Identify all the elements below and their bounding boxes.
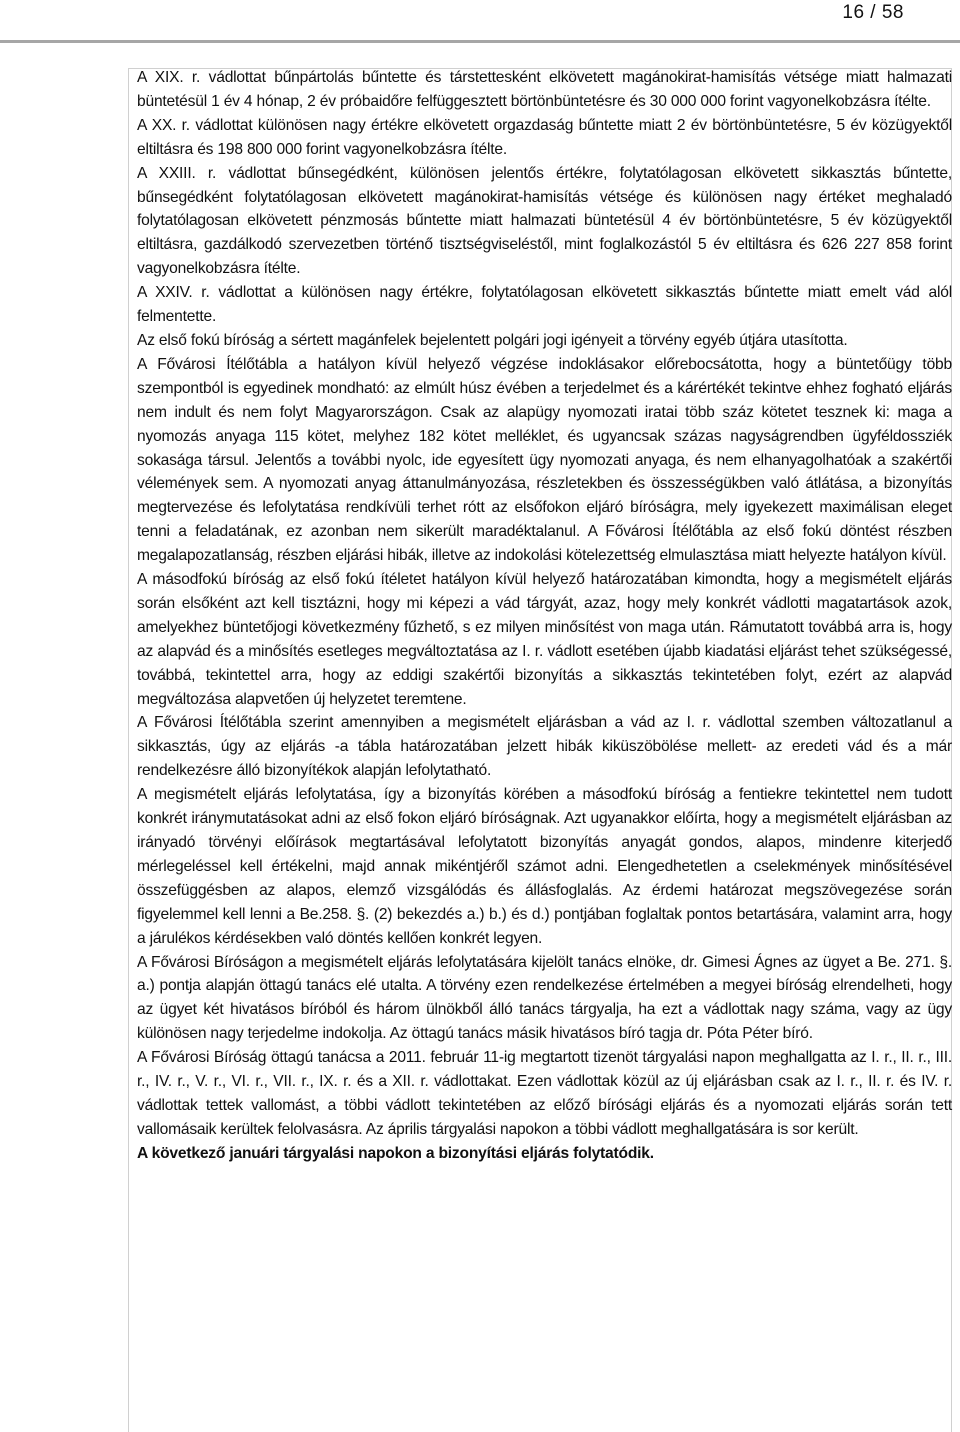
paragraph-xix-defendant: A XIX. r. vádlottat bűnpártolás bűntette és társtettesként elkövetett magánokirat-hamisítás vétsége miatt halmazati büntetésül 1 év 4 hónap, 2 év próbaidőre felfüggesztett börtönbüntetésre és 30 000 000 forint vagyonelkobzásra ítélte. <box>137 69 952 110</box>
paragraph-hearings: A Fővárosi Bíróság öttagú tanácsa a 2011. február 11-ig megtartott tizenöt tárgyalási napon meghallgatta az I. r., II. r., III. r., IV. r., V. r., VI. r., VII. r., IX. r. és a XII. r. vádlottakat. Ezen vádlottak közül az új eljárásban csak az I. r., II. r. és IV. r. vádlottak tettek vallomást, a többi vádlott tekintetében az előző bírósági eljárás és a nyomozati eljárás során tett vallomásaik kerültek felolvasásra. Az április tárgyalási napokon a többi vádlott meghallgatására is sor került. <box>137 1049 952 1138</box>
paragraph-xxiii-defendant: A XXIII. r. vádlottat bűnsegédként, különösen jelentős értékre, folytatólagosan elkövetett sikkasztás bűntette, bűnsegédként folytatólagosan elkövetett magánokirat-hamisítás vétsége és különösen nagy értéket meghaladó folytatólagosan elkövetett pénzmosás bűntette miatt halmazati büntetésül 4 év börtönbüntetésre, 5 év közügyektől eltiltásra, gazdálkodó szervezetben történő tisztségviseléstől, mint foglalkozástól 5 év eltiltásra és 626 227 858 forint vagyonelkobzásra ítélte. <box>137 164 952 278</box>
paragraph-repeated-procedure: A Fővárosi Ítélőtábla szerint amennyiben a megismételt eljárásban a vád az I. r. vádlottal szemben változatlanul a sikkasztás, úgy az eljárás -a tábla határozatában jelzett hibák kiküszöbölése mellett- az eredeti vád és a már rendelkezésre álló bizonyítékok alapján lefolytatható. <box>137 714 952 780</box>
paragraph-xxiv-defendant: A XXIV. r. vádlottat a különösen nagy értékre, folytatólagosan elkövetett sikkasztás bűntette miatt emelt vád alól felmentette. <box>137 284 952 326</box>
paragraph-appeal-court-reasoning: A Fővárosi Ítélőtábla a hatályon kívül helyező végzése indoklásakor előrebocsátotta, hogy a büntetőügy több szempontból is egyedinek mondható: az elmúlt húsz évében a terjedelmet és a kárértékét tekintve ehhez fogható eljárás nem indult és nem folyt Magyarországon. Csak az alapügy nyomozati iratai több száz kötetet tesznek ki: maga a nyomozás anyaga 115 kötet, melyhez 182 kötet melléklet, és ugyancsak százas nagyságrendben ügyféldossziék sokasága társul. Jelentős a további nyolc, ide egyesített ügy nyomozati anyaga, és nem elhanyagolhatóak a szakértői vélemények sem. A nyomozati anyag áttanulmányozása, részletekben és összességükben való átlátása, a bizonyítás megtervezése és lefolytatása rendkívüli terhet rótt az elsőfokon eljáró bíróságra, mely igyekezett maximálisan eleget tenni a feladatának, ez azonban nem sikerült maradéktalanul. A Fővárosi Ítélőtábla az első fokú döntést részben megalapozatlanság, részben eljárási hibák, illetve az indokolási kötelezettség elmulasztása miatt helyezte hatályon kívül. <box>137 355 952 565</box>
document-body <box>137 66 952 1166</box>
page-number: 16 / 58 <box>842 2 904 23</box>
header-rule <box>0 40 960 43</box>
paragraph-xx-defendant: A XX. r. vádlottat különösen nagy értékre elkövetett orgazdaság bűntette miatt 2 év börtönbüntetésre, 5 év közügyektől eltiltásra és 198 800 000 forint vagyonelkobzásra ítélte. <box>137 116 952 158</box>
paragraph-evidence-guidance: A megismételt eljárás lefolytatása, így a bizonyítás körében a másodfokú bíróság a fentiekre tekintettel nem tudott konkrét iránymutatásokat adni az első fokon eljáró bíróságnak. Azt ugyanakkor előírta, hogy a megismételt eljárásban az irányadó törvényi előírások megtartásával lefolytatott bizonyítás anyagát gondos, alapos, mindenre kiterjedő mérlegeléssel kell értékelni, majd annak mikéntjéről számot adni. Elengedhetetlen a cselekmények minősítésével összefüggésben az alapos, elemző vizsgálódás és állásfoglalás. Az érdemi határozat megszövegezése során figyelemmel kell lenni a Be.258. §. (2) bekezdés a.) b.) és d.) pontjában foglaltak pontos betartására, valamint arra, hogy a járulékos kérdésekben való döntés kellően konkrét legyen. <box>137 786 952 947</box>
paragraph-panel-assignment: A Fővárosi Bíróságon a megismételt eljárás lefolytatására kijelölt tanács elnöke, dr. Gimesi Ágnes az ügyet a Be. 271. §. a.) pontja alapján öttagú tanács elé utalta. A törvény ezen rendelkezése értelmében a megyei bíróság elrendelheti, hogy az ügyet két hivatásos bíróból és három ülnökből álló tanács tárgyalja, ha ezt a vádlottak nagy száma, vagy az ügy különösen nagy terjedelme indokolja. Az öttagú tanács másik hivatásos bíró tagja dr. Póta Péter bíró. <box>137 953 952 1043</box>
paragraph-civil-claims: Az első fokú bíróság a sértett magánfelek bejelentett polgári jogi igényeit a törvény egyéb útjára utasította. <box>137 331 848 349</box>
closing-statement: A következő januári tárgyalási napokon a bizonyítási eljárás folytatódik. <box>137 1144 654 1162</box>
paragraph-second-instance-ruling: A másodfokú bíróság az első fokú ítéletet hatályon kívül helyező határozatában kimondta, hogy a megismételt eljárás során elsőként azt kell tisztázni, hogy mi képezi a vád tárgyát, azaz, hogy mely konkrét vádlotti magatartások azok, amelyekhez büntetőjogi következmény fűzhető, s ez milyen minősítést von maga után. Rámutatott továbbá arra is, hogy az alapvád és a minősítés esetleges megváltoztatása az I. r. vádlott esetében újabb kiadatási eljárást tehet szükségessé, továbbá, tekintettel arra, hogy az eddigi szakértői bizonyítás a sikkasztás tekintetében folyt, ezért az alapvád megváltozása alapvetően új helyzetet teremtene. <box>137 571 952 708</box>
